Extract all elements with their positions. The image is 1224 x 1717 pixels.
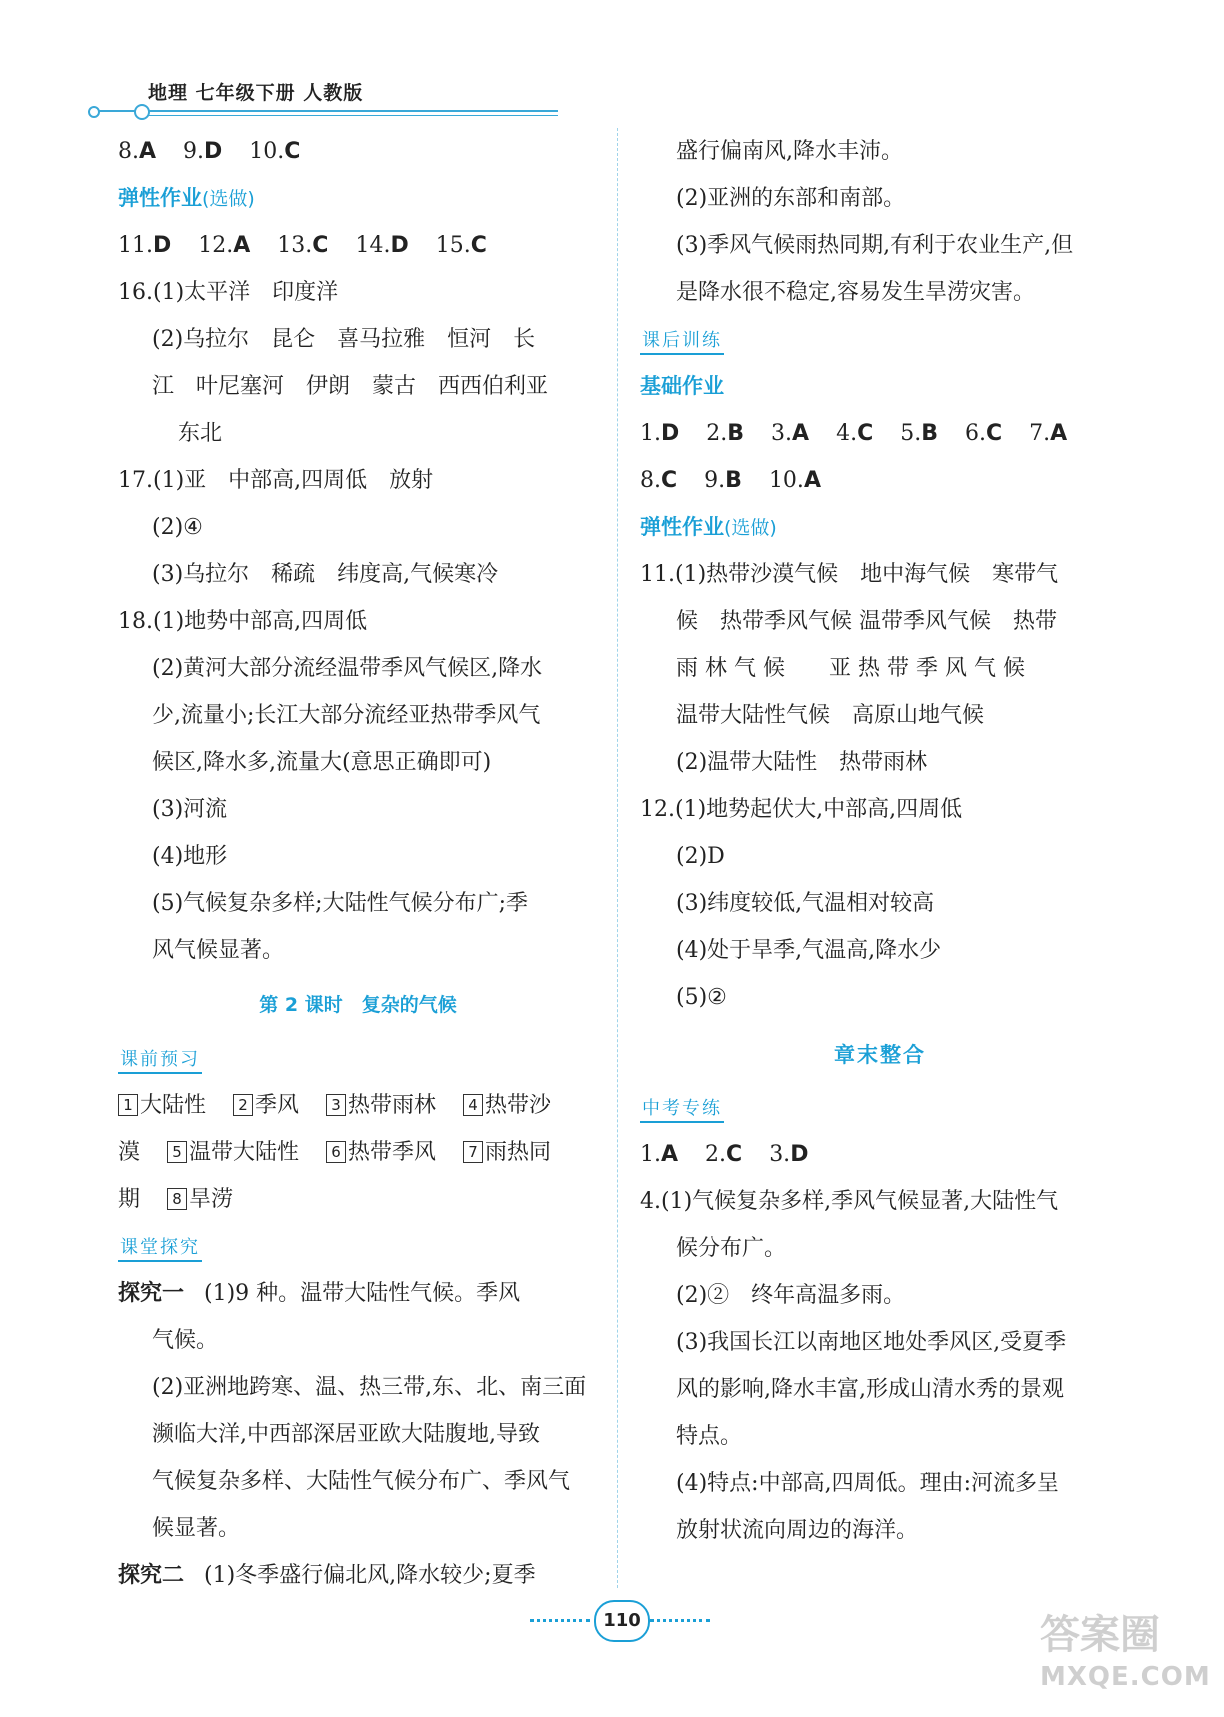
page-number-dots-right: [650, 1619, 710, 1622]
answer-line: 1.A 2.C 3.D: [640, 1142, 809, 1167]
answer-line: 风气候显著。: [152, 938, 285, 963]
answer-line: (4)处于旱季,气温高,降水少: [676, 938, 942, 963]
answer-line: 是降水很不稳定,容易发生旱涝灾害。: [676, 280, 1035, 305]
header-rule-thin: [148, 115, 558, 116]
answer-line: 8.C 9.B 10.A: [640, 468, 821, 493]
header-circle-large-icon: [134, 104, 150, 120]
answer-line: 12.(1)地势起伏大,中部高,四周低: [640, 797, 963, 822]
answer-line: (3)乌拉尔 稀疏 纬度高,气候寒冷: [152, 562, 499, 587]
answer-line: 17.(1)亚 中部高,四周低 放射: [118, 468, 434, 493]
page-number-dots-left: [530, 1619, 590, 1622]
answer-line: 风的影响,降水丰富,形成山清水秀的景观: [676, 1377, 1064, 1402]
tag-line: [640, 316, 1120, 363]
tag-after-class: 课后训练: [640, 329, 724, 355]
answer-line: (3)河流: [152, 797, 228, 822]
answer-line: 特点。: [676, 1424, 743, 1449]
answer-line: 盛行偏南风,降水丰沛。: [676, 139, 903, 164]
section-heading-elastic: 弹性作业(选做): [118, 186, 255, 210]
chapter-title: 章末整合: [834, 1042, 926, 1067]
tag-line: [118, 1223, 598, 1270]
answer-line: (2)乌拉尔 昆仑 喜马拉雅 恒河 长: [152, 327, 536, 352]
answer-line: 少,流量小;长江大部分流经亚热带季风气: [152, 703, 541, 728]
page-number: [530, 1598, 710, 1642]
section-heading-basic: 基础作业: [640, 374, 724, 398]
watermark-url: MXQE.COM: [1040, 1662, 1211, 1692]
answer-line: 气候。: [152, 1328, 219, 1353]
answer-line: 放射状流向周边的海洋。: [676, 1518, 919, 1543]
answer-line: (2)亚洲地跨寒、温、热三带,东、北、南三面: [152, 1375, 587, 1400]
preview-line: 期 8 旱涝: [118, 1187, 234, 1212]
answer-line: 4.(1)气候复杂多样,季风气候显著,大陆性气: [640, 1189, 1059, 1214]
answer-line: 8.A 9.D 10.C: [118, 139, 301, 164]
book-title: 地理 七年级下册 人教版: [148, 82, 364, 104]
answer-line: (2)温带大陆性 热带雨林: [676, 750, 928, 775]
answer-line: 11.D 12.A 13.C 14.D 15.C: [118, 233, 487, 258]
lesson-title: 第 2 课时 复杂的气候: [259, 994, 457, 1016]
answer-line: 1.D 2.B 3.A 4.C 5.B 6.C 7.A: [640, 421, 1068, 446]
column-divider: [617, 128, 618, 1588]
answer-line: 气候复杂多样、大陆性气候分布广、季风气: [152, 1469, 571, 1494]
answer-line: (3)纬度较低,气温相对较高: [676, 891, 935, 916]
answer-line: 东北: [178, 421, 223, 446]
watermark-text: 答案圈: [1040, 1612, 1160, 1658]
header-circle-icon: [88, 106, 100, 118]
answer-line: 16.(1)太平洋 印度洋: [118, 280, 339, 305]
watermark-logo: [1040, 1610, 1220, 1710]
answer-line: (2)黄河大部分流经温带季风气候区,降水: [152, 656, 543, 681]
left-column: [118, 128, 598, 1599]
answer-line: (3)我国长江以南地区地处季风区,受夏季: [676, 1330, 1067, 1355]
answer-line: 濒临大洋,中西部深居亚欧大陆腹地,导致: [152, 1422, 540, 1447]
answer-line: (2)D: [676, 844, 725, 869]
answer-line: (4)特点:中部高,四周低。理由:河流多呈: [676, 1471, 1059, 1496]
section-heading-elastic: 弹性作业(选做): [640, 515, 777, 539]
answer-line: 江 叶尼塞河 伊朗 蒙古 西西伯利亚: [152, 374, 549, 399]
running-header: [88, 78, 558, 118]
answer-line: (4)地形: [152, 844, 228, 869]
answer-line: (5)②: [676, 985, 727, 1010]
answer-line: 探究二 (1)冬季盛行偏北风,降水较少;夏季: [118, 1563, 536, 1588]
answer-line: 探究一 (1)9 种。温带大陆性气候。季风: [118, 1281, 521, 1306]
answer-line: 候分布广。: [676, 1236, 787, 1261]
answer-line: 候 热带季风气候 温带季风气候 热带: [676, 609, 1057, 634]
answer-line: 18.(1)地势中部高,四周低: [118, 609, 368, 634]
tag-explore: 课堂探究: [118, 1236, 202, 1262]
page-number-badge: 110: [594, 1600, 650, 1642]
tag-line: [640, 1084, 1120, 1131]
answer-line: (2)亚洲的东部和南部。: [676, 186, 906, 211]
answer-line: (2)④: [152, 515, 203, 540]
answer-line: 候显著。: [152, 1516, 241, 1541]
right-column: [640, 128, 1120, 1554]
answer-line: 候区,降水多,流量大(意思正确即可): [152, 750, 492, 775]
preview-line: 漠 5 温带大陆性 6 热带季风 7 雨热同: [118, 1140, 552, 1165]
preview-line: 1 大陆性 2 季风 3 热带雨林 4 热带沙: [118, 1082, 598, 1129]
answer-line: 雨 林 气 候 亚 热 带 季 风 气 候: [676, 656, 1025, 681]
answer-line: (5)气候复杂多样;大陆性气候分布广;季: [152, 891, 528, 916]
answer-line: 11.(1)热带沙漠气候 地中海气候 寒带气: [640, 562, 1059, 587]
tag-preview: 课前预习: [118, 1048, 202, 1074]
tag-exam: 中考专练: [640, 1097, 724, 1123]
answer-line: 温带大陆性气候 高原山地气候: [676, 703, 985, 728]
header-rule: [96, 110, 558, 112]
answer-line: (3)季风气候雨热同期,有利于农业生产,但: [676, 233, 1074, 258]
answer-line: (2)② 终年高温多雨。: [676, 1283, 906, 1308]
tag-line: [118, 1035, 598, 1082]
